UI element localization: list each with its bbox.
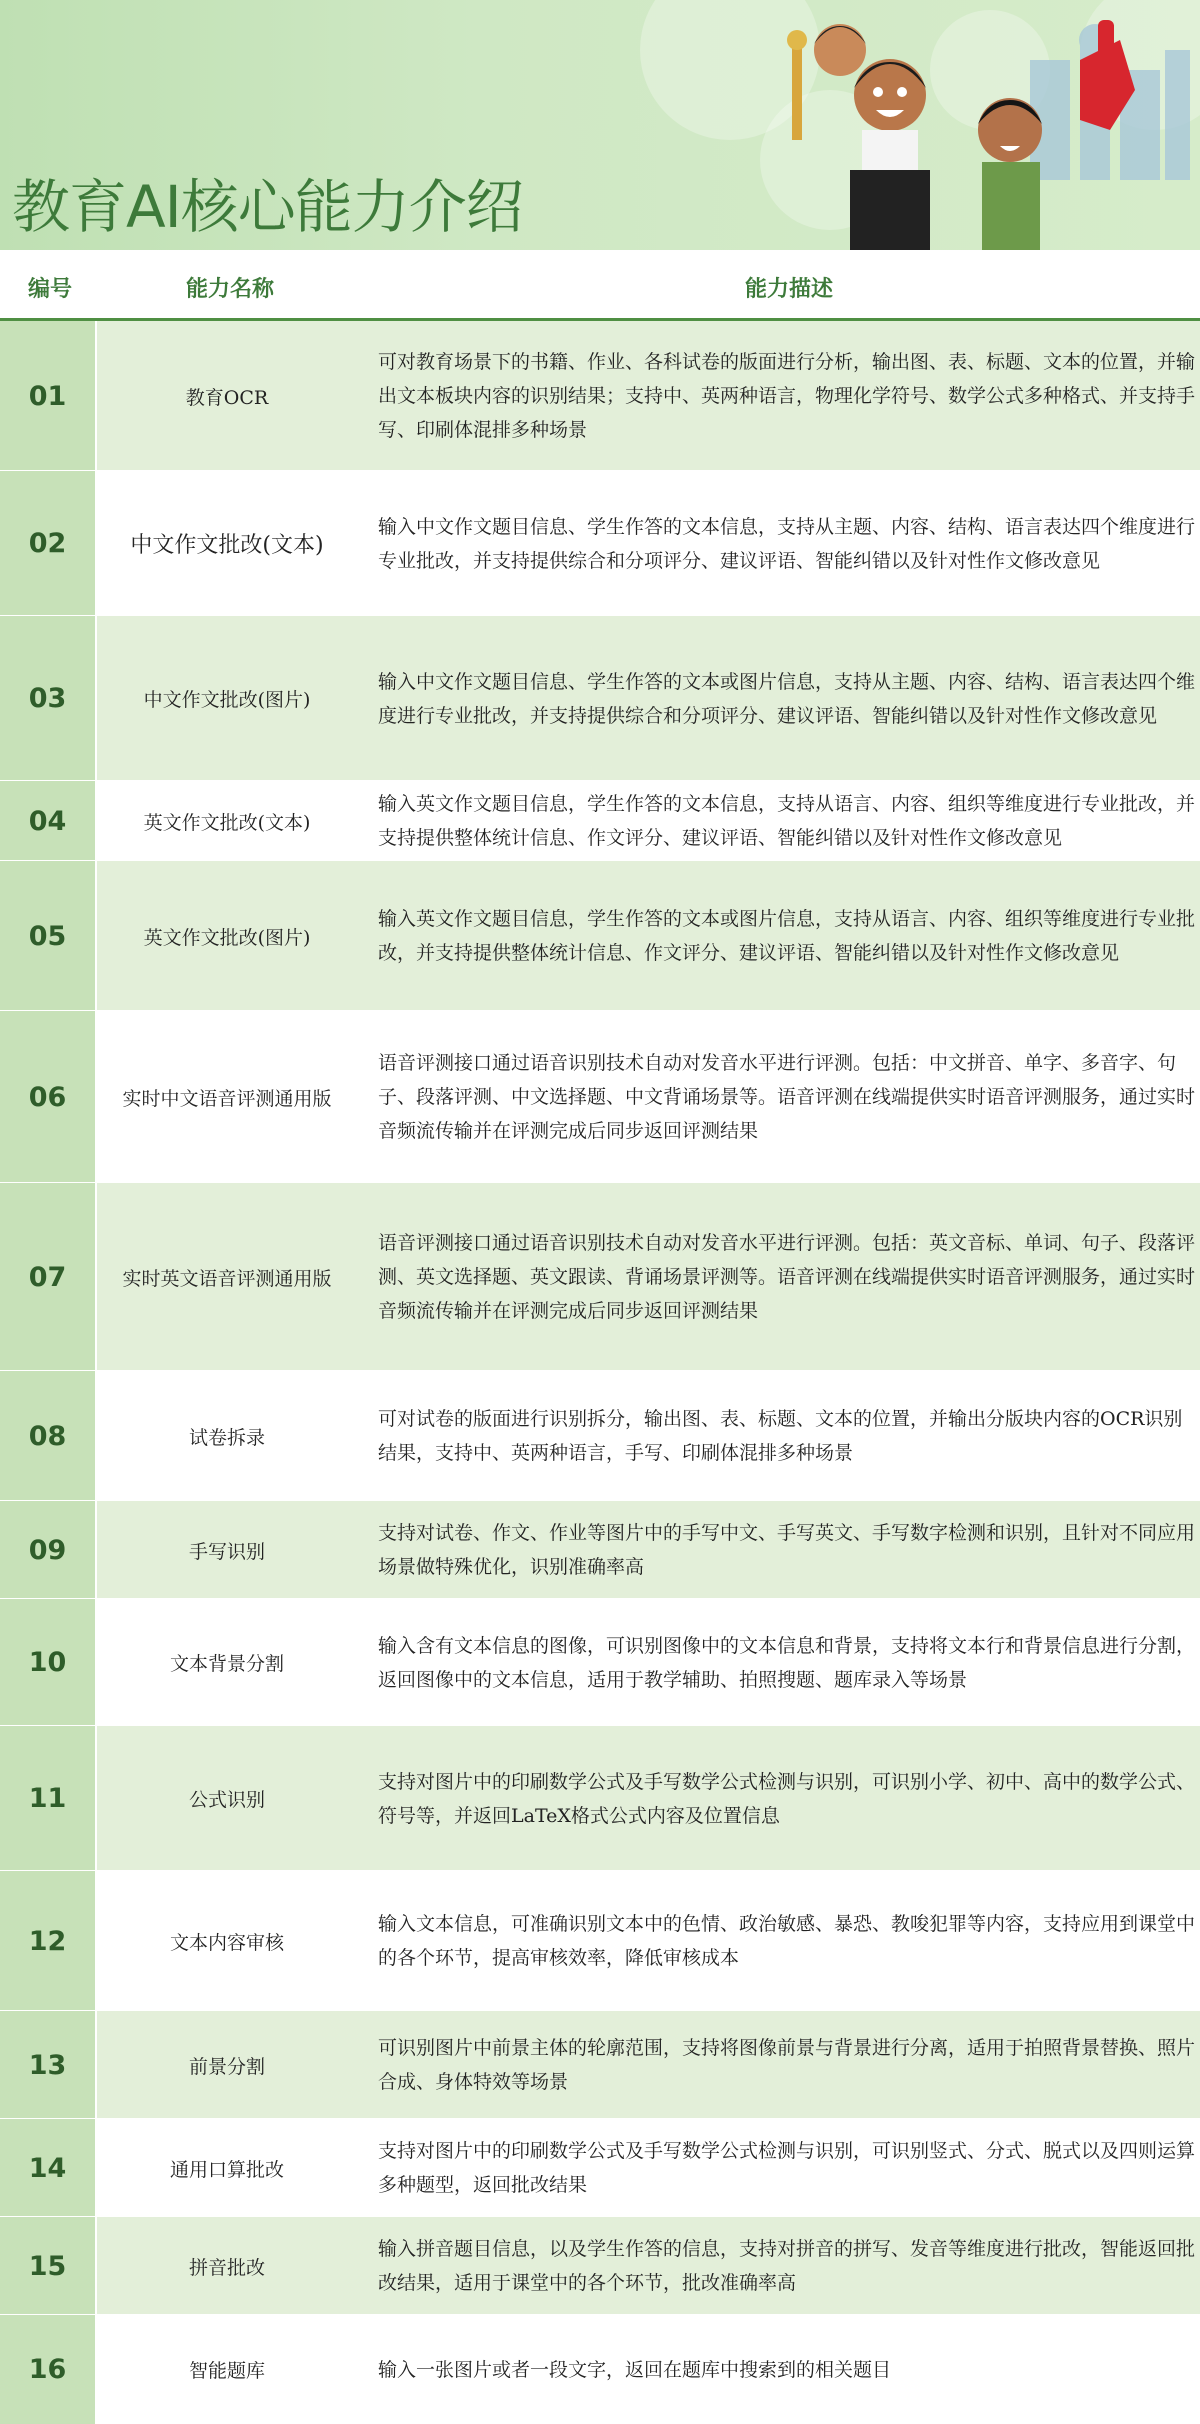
row-number: 09 xyxy=(0,1501,97,1599)
row-number: 15 xyxy=(0,2217,97,2315)
capability-description: 语音评测接口通过语音识别技术自动对发音水平进行评测。包括：中文拼音、单字、多音字、句子、段落评测、中文选择题、中文背诵场景等。语音评测在线端提供实时语音评测服务，通过实时音频流传输并在评测完成后同步返回评测结果 xyxy=(378,1052,1196,1142)
capability-description: 可对教育场景下的书籍、作业、各科试卷的版面进行分析，输出图、表、标题、文本的位置，并输出文本板块内容的识别结果；支持中、英两种语言，物理化学符号、数学公式多种格式、并支持手写、印刷体混排多种场景 xyxy=(378,351,1196,441)
table-row xyxy=(0,1501,1200,1599)
capability-description: 输入含有文本信息的图像，可识别图像中的文本信息和背景，支持将文本行和背景信息进行分割，返回图像中的文本信息，适用于教学辅助、拍照搜题、题库录入等场景 xyxy=(378,1634,1196,1691)
row-number: 16 xyxy=(0,2315,97,2424)
table-row xyxy=(0,2011,1200,2119)
table-row xyxy=(0,1871,1200,2011)
capability-description: 输入拼音题目信息，以及学生作答的信息，支持对拼音的拼写、发音等维度进行批改，智能返回批改结果，适用于课堂中的各个环节，批改准确率高 xyxy=(378,2238,1196,2294)
capability-name: 中文作文批改(文本) xyxy=(130,533,324,558)
capability-name: 公式识别 xyxy=(188,1789,265,1811)
capability-name: 中文作文批改(图片) xyxy=(143,689,311,711)
capability-description: 支持对图片中的印刷数学公式及手写数学公式检测与识别，可识别竖式、分式、脱式以及四则运算多种题型，返回批改结果 xyxy=(378,2140,1196,2196)
capability-description: 输入文本信息，可准确识别文本中的色情、政治敏感、暴恐、教唆犯罪等内容，支持应用到课堂中的各个环节，提高审核效率，降低审核成本 xyxy=(378,1913,1196,1969)
table-row xyxy=(0,861,1200,1011)
capability-description: 支持对试卷、作文、作业等图片中的手写中文、手写英文、手写数字检测和识别，且针对不同应用场景做特殊优化，识别准确率高 xyxy=(378,1522,1196,1578)
table-row xyxy=(0,1011,1200,1183)
header-capability-desc: 能力描述 xyxy=(745,277,834,302)
table-row xyxy=(0,321,1200,471)
capability-name: 通用口算批改 xyxy=(169,2158,284,2181)
capability-name: 前景分割 xyxy=(188,2055,265,2078)
table-row xyxy=(0,2315,1200,2424)
header-number: 编号 xyxy=(28,277,73,302)
capability-description: 输入中文作文题目信息、学生作答的文本或图片信息，支持从主题、内容、结构、语言表达四个维度进行专业批改，并支持提供综合和分项评分、建议评语、智能纠错以及针对性作文修改意见 xyxy=(378,670,1196,727)
row-number: 08 xyxy=(0,1371,97,1501)
row-number: 03 xyxy=(0,616,97,781)
table-row xyxy=(0,1599,1200,1726)
capability-description: 可识别图片中前景主体的轮廓范围，支持将图像前景与背景进行分离，适用于拍照背景替换、照片合成、身体特效等场景 xyxy=(378,2037,1196,2093)
row-number: 05 xyxy=(0,861,97,1011)
row-number: 10 xyxy=(0,1599,97,1726)
row-number: 12 xyxy=(0,1871,97,2011)
header-banner xyxy=(0,0,1200,250)
row-number: 14 xyxy=(0,2119,97,2217)
row-number: 11 xyxy=(0,1726,97,1871)
capability-name: 手写识别 xyxy=(188,1540,265,1563)
page-title: 教育AI核心能力介绍 xyxy=(12,173,523,241)
table-row xyxy=(0,781,1200,861)
capability-name: 实时中文语音评测通用版 xyxy=(122,1087,332,1110)
capability-description: 输入中文作文题目信息、学生作答的文本信息，支持从主题、内容、结构、语言表达四个维度进行专业批改，并支持提供综合和分项评分、建议评语、智能纠错以及针对性作文修改意见 xyxy=(378,515,1196,572)
capability-name: 英文作文批改(文本) xyxy=(143,811,311,834)
capability-name: 实时英文语音评测通用版 xyxy=(122,1267,332,1290)
table-row xyxy=(0,2217,1200,2315)
students-cheering-illustration xyxy=(780,0,1200,250)
capability-name: 教育OCR xyxy=(185,386,269,409)
capability-description: 输入一张图片或者一段文字，返回在题库中搜索到的相关题目 xyxy=(378,2358,892,2381)
capability-description: 支持对图片中的印刷数学公式及手写数学公式检测与识别，可识别小学、初中、高中的数学公式、符号等，并返回LaTeX格式公式内容及位置信息 xyxy=(378,1770,1196,1827)
table-row xyxy=(0,1726,1200,1871)
capability-description: 可对试卷的版面进行识别拆分，输出图、表、标题、文本的位置，并输出分版块内容的OCR识别结果，支持中、英两种语言，手写、印刷体混排多种场景 xyxy=(378,1408,1183,1464)
table-row xyxy=(0,471,1200,616)
capability-description: 输入英文作文题目信息，学生作答的文本或图片信息，支持从语言、内容、组织等维度进行专业批改，并支持提供整体统计信息、作文评分、建议评语、智能纠错以及针对性作文修改意见 xyxy=(378,908,1196,964)
row-number: 04 xyxy=(0,781,97,861)
row-number: 07 xyxy=(0,1183,97,1371)
table-row xyxy=(0,616,1200,781)
table-header xyxy=(0,250,1200,321)
header-capability-name: 能力名称 xyxy=(186,277,275,302)
capability-name: 智能题库 xyxy=(188,2360,265,2382)
capability-name: 拼音批改 xyxy=(188,2256,265,2279)
capability-description: 输入英文作文题目信息，学生作答的文本信息，支持从语言、内容、组织等维度进行专业批改，并支持提供整体统计信息、作文评分、建议评语、智能纠错以及针对性作文修改意见 xyxy=(378,793,1196,849)
table-row xyxy=(0,1183,1200,1371)
capability-name: 英文作文批改(图片) xyxy=(143,926,311,949)
table-row xyxy=(0,2119,1200,2217)
row-number: 02 xyxy=(0,471,97,616)
capability-name: 文本内容审核 xyxy=(169,1931,284,1954)
capability-name: 文本背景分割 xyxy=(169,1653,284,1675)
row-number: 01 xyxy=(0,321,97,471)
capability-description: 语音评测接口通过语音识别技术自动对发音水平进行评测。包括：英文音标、单词、句子、段落评测、英文选择题、英文跟读、背诵场景评测等。语音评测在线端提供实时语音评测服务，通过实时音频流传输并在评测完成后同步返回评测结果 xyxy=(378,1232,1196,1322)
row-number: 06 xyxy=(0,1011,97,1183)
table-row xyxy=(0,1371,1200,1501)
capability-table xyxy=(0,321,1200,2424)
capability-name: 试卷拆录 xyxy=(188,1426,265,1449)
row-number: 13 xyxy=(0,2011,97,2119)
